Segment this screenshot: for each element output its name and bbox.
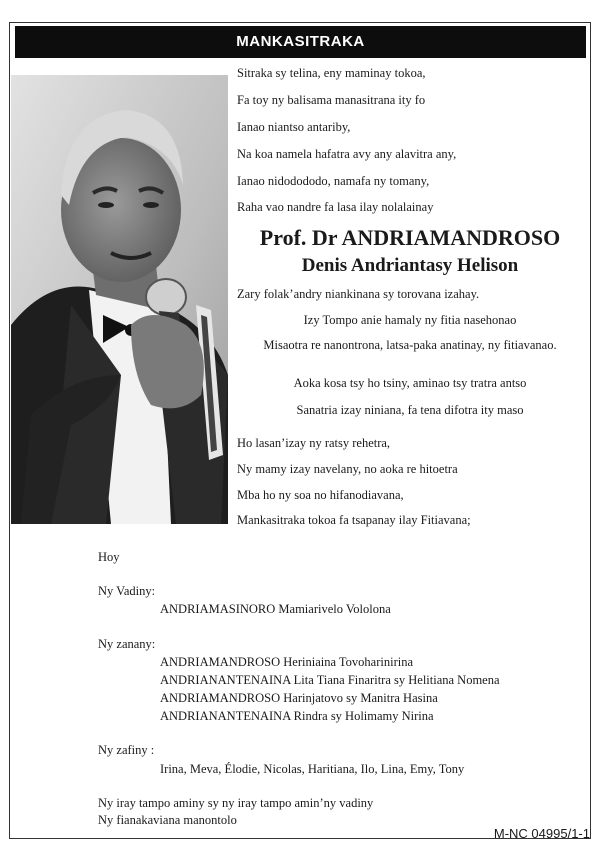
closing-line: Ny fianakaviana manontolo [98, 813, 237, 827]
children-label: Ny zanany: [98, 637, 156, 651]
poem-line-centered: Misaotra re nanontrona, latsa-paka anatinay, ny fitiavanao. [263, 338, 557, 352]
poem-line: Ho lasan’izay ny ratsy rehetra, [237, 436, 391, 450]
notice-banner: MANKASITRAKA [15, 26, 586, 58]
deceased-title-name: Prof. Dr ANDRIAMANDROSO [259, 225, 561, 250]
poem-line: Raha vao nandre fa lasa ilay nolalainay [237, 200, 434, 214]
child-entry: ANDRIANANTENAINA Rindra sy Holimamy Nirina [160, 709, 434, 723]
child-entry: ANDRIAMANDROSO Harinjatovo sy Manitra Hasina [160, 691, 438, 705]
portrait-photo [11, 75, 228, 524]
child-entry: ANDRIANANTENAINA Lita Tiana Finaritra sy Helitiana Nomena [160, 673, 500, 687]
widow-name: ANDRIAMASINORO Mamiarivelo Vololona [160, 602, 391, 616]
poem-line: Fa toy ny balisama manasitrana ity fo [237, 93, 426, 107]
poem-line: Ny mamy izay navelany, no aoka re hitoetra [237, 462, 458, 476]
poem-line: Na koa namela hafatra avy any alavitra any, [237, 147, 457, 161]
poem-line-centered: Sanatria izay niniana, fa tena difotra ity maso [296, 403, 524, 417]
child-entry: ANDRIAMANDROSO Heriniaina Tovoharinirina [160, 655, 414, 669]
poem-line-centered: Aoka kosa tsy ho tsiny, aminao tsy tratra antso [293, 376, 527, 390]
deceased-given-names: Denis Andriantasy Helison [301, 255, 519, 276]
family-intro: Hoy [98, 550, 120, 564]
widow-label: Ny Vadiny: [98, 584, 156, 598]
poem-line-centered: Izy Tompo anie hamaly ny fitia nasehonao [303, 313, 517, 327]
poem-line: Ianao nidodododo, namafa ny tomany, [237, 174, 430, 188]
poem-line: Zary folak’andry niankinana sy torovana izahay. [237, 287, 480, 301]
poem-line: Mankasitraka tokoa fa tsapanay ilay Fitiavana; [237, 513, 471, 527]
poem-line: Mba ho ny soa no hifanodiavana, [237, 488, 404, 502]
poem-line: Sitraka sy telina, eny maminay tokoa, [237, 66, 426, 80]
grandchildren-label: Ny zafiny : [98, 743, 155, 757]
reference-code: M-NC 04995/1-1 [493, 826, 590, 841]
grandchildren-names: Irina, Meva, Élodie, Nicolas, Haritiana, Ilo, Lina, Emy, Tony [160, 762, 465, 776]
poem-line: Ianao niantso antariby, [237, 120, 351, 134]
closing-line: Ny iray tampo aminy sy ny iray tampo amin’ny vadiny [98, 796, 374, 810]
